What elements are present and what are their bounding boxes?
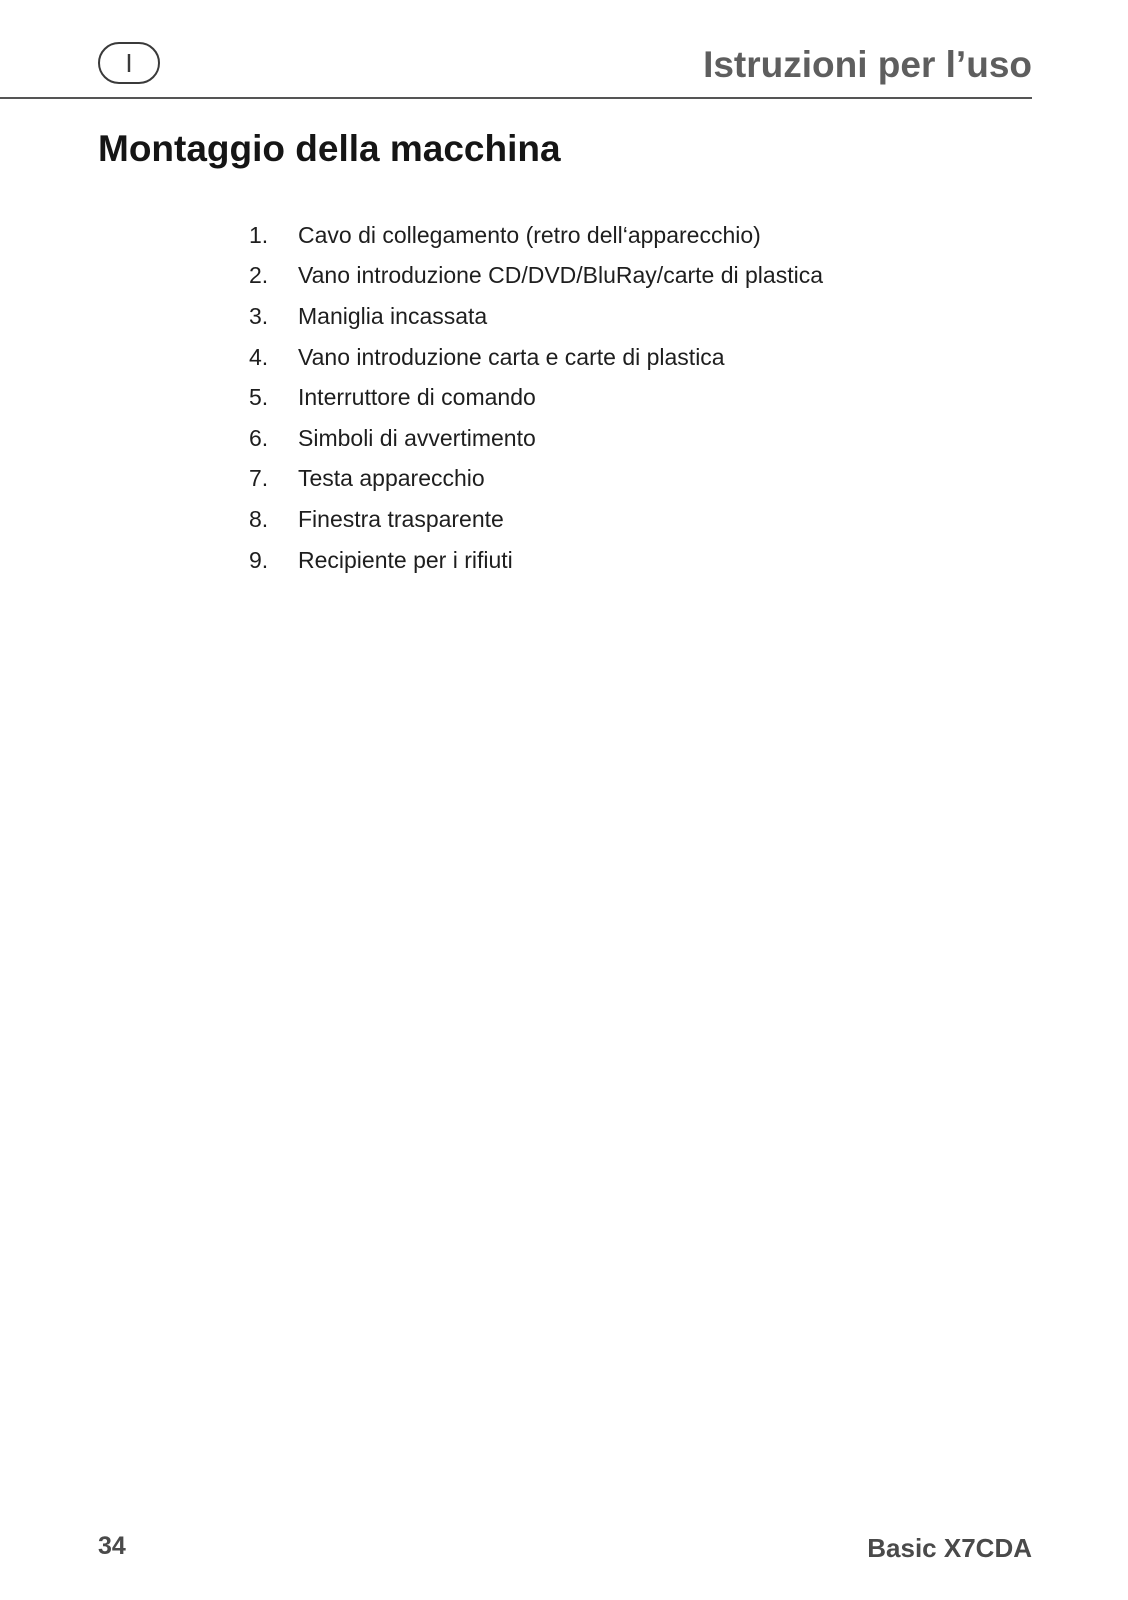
list-item xyxy=(249,418,823,459)
list-item-number: 5. xyxy=(249,384,269,411)
list-item xyxy=(249,377,823,418)
list-item-label: Maniglia incassata xyxy=(298,302,488,329)
header-title: Istruzioni per l’uso xyxy=(703,44,1032,85)
list-item xyxy=(249,499,823,540)
list-item xyxy=(249,459,823,500)
language-badge: I xyxy=(98,42,160,84)
list-item-label: Testa apparecchio xyxy=(298,465,485,492)
page-title: Montaggio della macchina xyxy=(98,128,561,169)
list-item-label: Simboli di avvertimento xyxy=(298,424,536,451)
list-item-number: 6. xyxy=(249,424,269,451)
list-item-label: Recipiente per i rifiuti xyxy=(298,546,513,573)
list-item xyxy=(249,540,823,581)
model-name: Basic X7CDA xyxy=(867,1533,1032,1563)
list-item-number: 3. xyxy=(249,302,269,329)
list-item xyxy=(249,296,823,337)
list-item xyxy=(249,256,823,297)
list-item-label: Vano introduzione CD/DVD/BluRay/carte di plastica xyxy=(298,262,823,289)
list-item-label: Cavo di collegamento (retro dell‘apparecchio) xyxy=(298,221,761,248)
parts-list xyxy=(249,215,823,580)
list-item-number: 8. xyxy=(249,505,269,532)
list-item-label: Vano introduzione carta e carte di plastica xyxy=(298,343,725,370)
page-number: 34 xyxy=(98,1532,126,1560)
list-item-label: Interruttore di comando xyxy=(298,384,536,411)
list-item xyxy=(249,337,823,378)
list-item-label: Finestra trasparente xyxy=(298,505,504,532)
header-divider xyxy=(0,97,1032,99)
list-item-number: 1. xyxy=(249,221,269,248)
list-item-number: 4. xyxy=(249,343,269,370)
list-item xyxy=(249,215,823,256)
list-item-number: 7. xyxy=(249,465,269,492)
list-item-number: 9. xyxy=(249,546,269,573)
list-item-number: 2. xyxy=(249,262,269,289)
